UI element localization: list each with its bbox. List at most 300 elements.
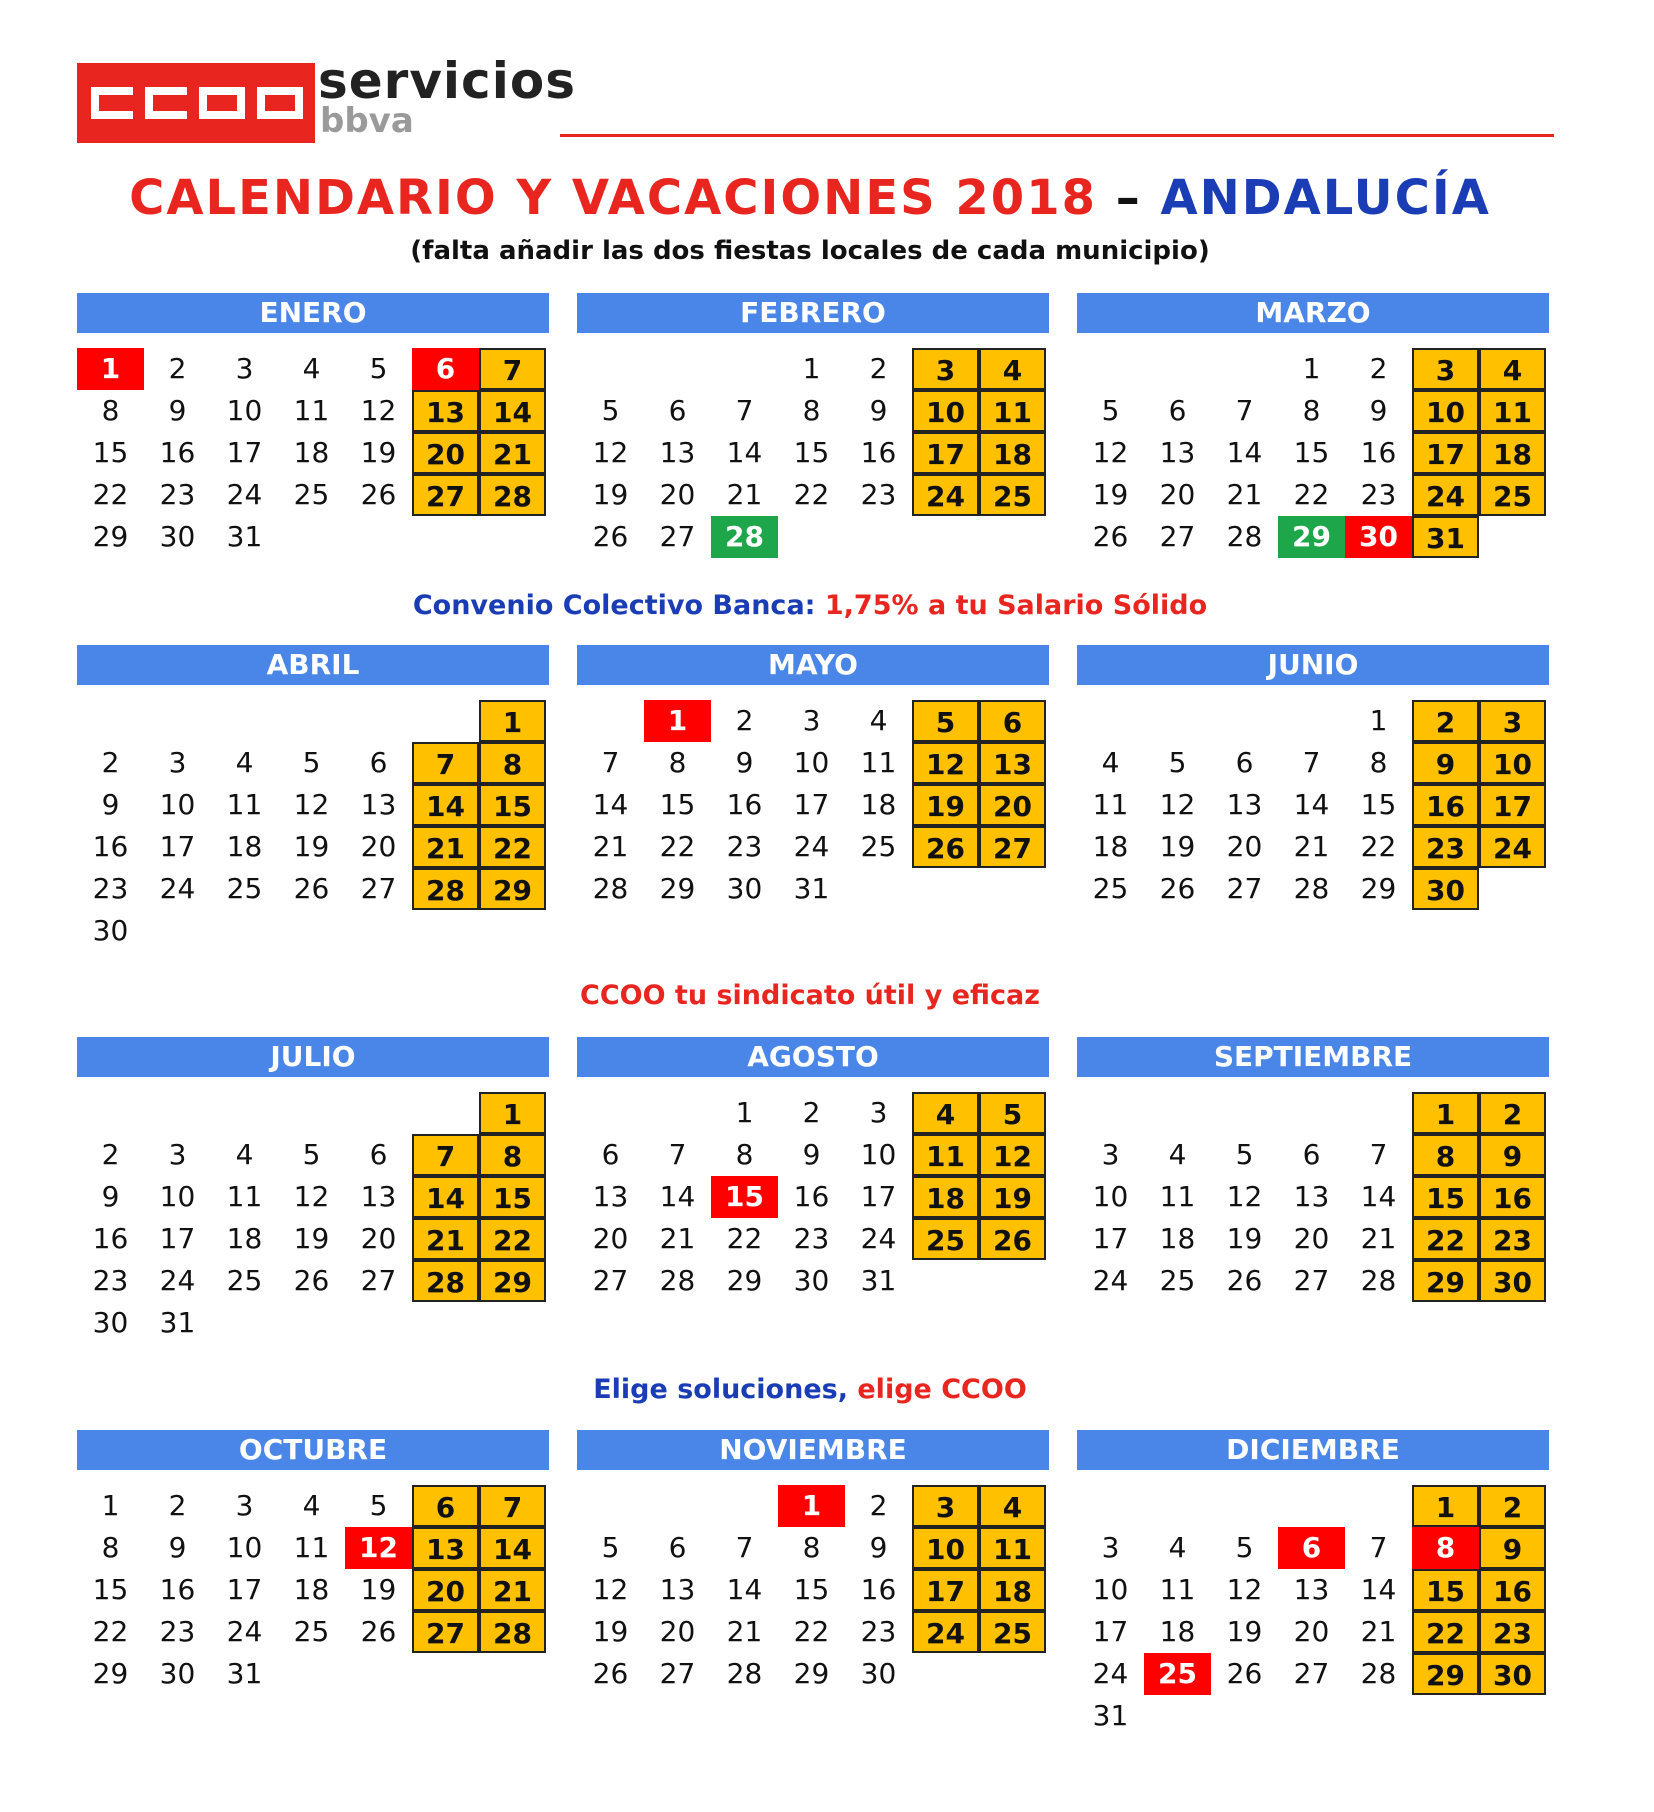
day-cell: 22	[479, 1218, 546, 1260]
day-cell: 25	[1144, 1653, 1211, 1695]
day-cell: 25	[1479, 474, 1546, 516]
month-marzo	[1077, 293, 1549, 608]
day-cell: 12	[592, 436, 629, 469]
day-cell: 18	[912, 1176, 979, 1218]
day-cell: 13	[412, 390, 479, 432]
day-cell: 27	[659, 1657, 696, 1690]
day-cell: 10	[226, 394, 263, 427]
day-cell: 19	[360, 436, 397, 469]
day-cell: 4	[235, 746, 254, 779]
day-cell: 16	[860, 1573, 897, 1606]
day-cell: 11	[293, 1531, 330, 1564]
day-cell: 16	[1412, 784, 1479, 826]
day-cell: 8	[1302, 394, 1321, 427]
slogan-convenio-part2: 1,75% a tu Salario Sólido	[824, 590, 1208, 621]
page-title	[0, 170, 1620, 226]
day-cell: 30	[726, 872, 763, 905]
day-cell: 24	[1412, 474, 1479, 516]
month-days	[577, 1485, 1049, 1745]
day-cell: 7	[668, 1138, 687, 1171]
title-dash: –	[1115, 170, 1142, 226]
day-cell: 23	[793, 1222, 830, 1255]
day-cell: 29	[726, 1264, 763, 1297]
day-cell: 13	[412, 1527, 479, 1569]
day-cell: 13	[1293, 1573, 1330, 1606]
day-cell: 24	[1092, 1657, 1129, 1690]
day-cell: 8	[1369, 746, 1388, 779]
day-cell: 3	[1101, 1531, 1120, 1564]
day-cell: 14	[412, 784, 479, 826]
day-cell: 28	[1226, 520, 1263, 553]
day-cell: 28	[1360, 1657, 1397, 1690]
day-cell: 14	[726, 1573, 763, 1606]
month-julio	[77, 1037, 549, 1352]
day-cell: 28	[592, 872, 629, 905]
day-cell: 27	[1226, 872, 1263, 905]
day-cell: 22	[793, 1615, 830, 1648]
day-cell: 19	[293, 1222, 330, 1255]
day-cell: 19	[1226, 1615, 1263, 1648]
day-cell: 12	[592, 1573, 629, 1606]
day-cell: 10	[1092, 1180, 1129, 1213]
day-cell: 24	[1479, 826, 1546, 868]
day-cell: 17	[1092, 1222, 1129, 1255]
day-cell: 29	[1412, 1260, 1479, 1302]
day-cell: 14	[726, 436, 763, 469]
slogan-elige-part1: Elige soluciones,	[593, 1374, 848, 1405]
month-header: JUNIO	[1077, 645, 1549, 685]
day-cell: 12	[1226, 1180, 1263, 1213]
ccoo-logo	[77, 63, 315, 143]
day-cell: 8	[1412, 1134, 1479, 1176]
day-cell: 18	[293, 1573, 330, 1606]
day-cell: 2	[1412, 700, 1479, 742]
day-cell: 8	[479, 742, 546, 784]
day-cell: 6	[668, 394, 687, 427]
month-header: OCTUBRE	[77, 1430, 549, 1470]
day-cell: 25	[1159, 1264, 1196, 1297]
day-cell: 10	[912, 390, 979, 432]
day-cell: 29	[1360, 872, 1397, 905]
day-cell: 28	[479, 474, 546, 516]
day-cell: 14	[592, 788, 629, 821]
day-cell: 26	[1159, 872, 1196, 905]
day-cell: 6	[1235, 746, 1254, 779]
day-cell: 5	[302, 1138, 321, 1171]
day-cell: 10	[1479, 742, 1546, 784]
day-cell: 5	[1235, 1531, 1254, 1564]
header-divider	[560, 134, 1554, 137]
day-cell: 20	[412, 432, 479, 474]
day-cell: 21	[412, 826, 479, 868]
day-cell: 12	[1159, 788, 1196, 821]
day-cell: 31	[226, 1657, 263, 1690]
day-cell: 1	[1412, 1485, 1479, 1527]
day-cell: 13	[360, 1180, 397, 1213]
day-cell: 22	[726, 1222, 763, 1255]
day-cell: 23	[92, 872, 129, 905]
day-cell: 1	[479, 700, 546, 742]
day-cell: 16	[159, 436, 196, 469]
day-cell: 16	[1479, 1176, 1546, 1218]
month-header: MARZO	[1077, 293, 1549, 333]
day-cell: 20	[360, 830, 397, 863]
day-cell: 2	[802, 1096, 821, 1129]
day-cell: 13	[360, 788, 397, 821]
day-cell: 14	[1360, 1573, 1397, 1606]
day-cell: 27	[1293, 1264, 1330, 1297]
day-cell: 18	[1159, 1615, 1196, 1648]
month-noviembre	[577, 1430, 1049, 1745]
day-cell: 28	[1360, 1264, 1397, 1297]
day-cell: 7	[601, 746, 620, 779]
day-cell: 5	[979, 1092, 1046, 1134]
day-cell: 2	[869, 352, 888, 385]
day-cell: 27	[979, 826, 1046, 868]
day-cell: 26	[360, 478, 397, 511]
day-cell: 20	[659, 1615, 696, 1648]
day-cell: 5	[369, 1489, 388, 1522]
month-days	[77, 700, 549, 960]
month-days	[1077, 348, 1549, 608]
day-cell: 19	[912, 784, 979, 826]
day-cell: 9	[1479, 1527, 1546, 1569]
month-days	[1077, 1092, 1549, 1352]
day-cell: 10	[1412, 390, 1479, 432]
day-cell: 2	[1369, 352, 1388, 385]
day-cell: 9	[1412, 742, 1479, 784]
day-cell: 7	[735, 394, 754, 427]
month-header: SEPTIEMBRE	[1077, 1037, 1549, 1077]
day-cell: 7	[735, 1531, 754, 1564]
day-cell: 30	[92, 914, 129, 947]
day-cell: 23	[726, 830, 763, 863]
day-cell: 3	[1412, 348, 1479, 390]
day-cell: 26	[592, 1657, 629, 1690]
day-cell: 12	[1226, 1573, 1263, 1606]
day-cell: 26	[1226, 1264, 1263, 1297]
day-cell: 25	[979, 1611, 1046, 1653]
month-days	[1077, 700, 1549, 960]
day-cell: 18	[860, 788, 897, 821]
day-cell: 23	[860, 478, 897, 511]
day-cell: 31	[159, 1306, 196, 1339]
day-cell: 12	[293, 788, 330, 821]
day-cell: 4	[1168, 1138, 1187, 1171]
day-cell: 28	[1293, 872, 1330, 905]
month-agosto	[577, 1037, 1049, 1352]
day-cell: 27	[1293, 1657, 1330, 1690]
month-mayo	[577, 645, 1049, 960]
day-cell: 7	[479, 1485, 546, 1527]
day-cell: 27	[412, 1611, 479, 1653]
day-cell: 12	[1092, 436, 1129, 469]
day-cell: 15	[1412, 1569, 1479, 1611]
day-cell: 6	[369, 1138, 388, 1171]
day-cell: 23	[1479, 1218, 1546, 1260]
day-cell: 31	[1092, 1699, 1129, 1732]
day-cell: 5	[601, 1531, 620, 1564]
day-cell: 9	[1479, 1134, 1546, 1176]
day-cell: 23	[1479, 1611, 1546, 1653]
day-cell: 2	[1479, 1092, 1546, 1134]
day-cell: 13	[592, 1180, 629, 1213]
day-cell: 23	[159, 478, 196, 511]
day-cell: 18	[1159, 1222, 1196, 1255]
day-cell: 23	[92, 1264, 129, 1297]
day-cell: 27	[360, 872, 397, 905]
day-cell: 8	[479, 1134, 546, 1176]
day-cell: 17	[159, 830, 196, 863]
day-cell: 29	[1278, 516, 1345, 558]
day-cell: 1	[735, 1096, 754, 1129]
day-cell: 22	[479, 826, 546, 868]
day-cell: 24	[860, 1222, 897, 1255]
day-cell: 21	[412, 1218, 479, 1260]
day-cell: 17	[793, 788, 830, 821]
day-cell: 18	[226, 830, 263, 863]
day-cell: 8	[668, 746, 687, 779]
day-cell: 19	[1226, 1222, 1263, 1255]
day-cell: 2	[735, 704, 754, 737]
day-cell: 13	[659, 436, 696, 469]
day-cell: 25	[860, 830, 897, 863]
day-cell: 2	[168, 1489, 187, 1522]
day-cell: 30	[793, 1264, 830, 1297]
day-cell: 9	[735, 746, 754, 779]
slogan-sindicato	[0, 980, 1620, 1011]
day-cell: 9	[869, 394, 888, 427]
day-cell: 26	[1092, 520, 1129, 553]
day-cell: 11	[293, 394, 330, 427]
day-cell: 13	[979, 742, 1046, 784]
day-cell: 16	[860, 436, 897, 469]
day-cell: 3	[912, 1485, 979, 1527]
month-enero	[77, 293, 549, 608]
day-cell: 21	[726, 478, 763, 511]
day-cell: 21	[726, 1615, 763, 1648]
day-cell: 27	[1159, 520, 1196, 553]
day-cell: 23	[1412, 826, 1479, 868]
day-cell: 26	[1226, 1657, 1263, 1690]
month-header: ABRIL	[77, 645, 549, 685]
day-cell: 2	[101, 1138, 120, 1171]
day-cell: 11	[226, 788, 263, 821]
day-cell: 19	[592, 478, 629, 511]
day-cell: 5	[1101, 394, 1120, 427]
day-cell: 4	[1101, 746, 1120, 779]
day-cell: 20	[1293, 1615, 1330, 1648]
month-header: MAYO	[577, 645, 1049, 685]
day-cell: 4	[1479, 348, 1546, 390]
day-cell: 6	[979, 700, 1046, 742]
day-cell: 29	[793, 1657, 830, 1690]
day-cell: 16	[92, 830, 129, 863]
day-cell: 23	[159, 1615, 196, 1648]
day-cell: 6	[412, 348, 479, 390]
day-cell: 24	[1092, 1264, 1129, 1297]
day-cell: 28	[726, 1657, 763, 1690]
day-cell: 12	[293, 1180, 330, 1213]
day-cell: 22	[92, 478, 129, 511]
month-header: FEBRERO	[577, 293, 1049, 333]
day-cell: 20	[360, 1222, 397, 1255]
month-days	[577, 700, 1049, 960]
brand-name: servicios	[318, 52, 576, 110]
day-cell: 28	[479, 1611, 546, 1653]
day-cell: 25	[226, 872, 263, 905]
day-cell: 8	[735, 1138, 754, 1171]
day-cell: 1	[1302, 352, 1321, 385]
day-cell: 3	[235, 1489, 254, 1522]
day-cell: 3	[1101, 1138, 1120, 1171]
day-cell: 17	[1479, 784, 1546, 826]
brand-sub: bbva	[320, 101, 414, 141]
day-cell: 23	[860, 1615, 897, 1648]
day-cell: 18	[293, 436, 330, 469]
day-cell: 18	[1092, 830, 1129, 863]
day-cell: 17	[912, 432, 979, 474]
day-cell: 25	[979, 474, 1046, 516]
day-cell: 18	[979, 432, 1046, 474]
day-cell: 2	[1479, 1485, 1546, 1527]
day-cell: 9	[1369, 394, 1388, 427]
day-cell: 7	[412, 1134, 479, 1176]
day-cell: 22	[659, 830, 696, 863]
month-days	[577, 348, 1049, 608]
day-cell: 7	[1369, 1138, 1388, 1171]
month-septiembre	[1077, 1037, 1549, 1352]
day-cell: 29	[659, 872, 696, 905]
day-cell: 22	[1293, 478, 1330, 511]
day-cell: 7	[1369, 1531, 1388, 1564]
day-cell: 1	[1412, 1092, 1479, 1134]
month-header: ENERO	[77, 293, 549, 333]
day-cell: 10	[159, 1180, 196, 1213]
day-cell: 15	[793, 436, 830, 469]
day-cell: 10	[793, 746, 830, 779]
day-cell: 2	[168, 352, 187, 385]
day-cell: 29	[92, 520, 129, 553]
day-cell: 30	[1412, 868, 1479, 910]
day-cell: 9	[802, 1138, 821, 1171]
day-cell: 5	[1168, 746, 1187, 779]
day-cell: 21	[592, 830, 629, 863]
day-cell: 25	[912, 1218, 979, 1260]
day-cell: 22	[1360, 830, 1397, 863]
slogan-elige	[0, 1374, 1620, 1405]
day-cell: 5	[369, 352, 388, 385]
day-cell: 28	[711, 516, 778, 558]
month-days	[1077, 1485, 1549, 1745]
day-cell: 3	[168, 746, 187, 779]
day-cell: 20	[1226, 830, 1263, 863]
day-cell: 4	[302, 352, 321, 385]
day-cell: 13	[1226, 788, 1263, 821]
day-cell: 10	[159, 788, 196, 821]
day-cell: 3	[912, 348, 979, 390]
day-cell: 8	[101, 394, 120, 427]
day-cell: 4	[869, 704, 888, 737]
day-cell: 11	[860, 746, 897, 779]
day-cell: 17	[226, 436, 263, 469]
day-cell: 8	[802, 1531, 821, 1564]
day-cell: 4	[979, 348, 1046, 390]
day-cell: 6	[1168, 394, 1187, 427]
day-cell: 14	[659, 1180, 696, 1213]
day-cell: 21	[1226, 478, 1263, 511]
day-cell: 9	[101, 1180, 120, 1213]
day-cell: 4	[1168, 1531, 1187, 1564]
day-cell: 5	[912, 700, 979, 742]
day-cell: 16	[1360, 436, 1397, 469]
month-days	[77, 1092, 549, 1352]
month-febrero	[577, 293, 1049, 608]
day-cell: 7	[479, 348, 546, 390]
day-cell: 11	[1479, 390, 1546, 432]
day-cell: 10	[1092, 1573, 1129, 1606]
day-cell: 27	[360, 1264, 397, 1297]
day-cell: 1	[802, 352, 821, 385]
day-cell: 20	[1293, 1222, 1330, 1255]
slogan-convenio-part1: Convenio Colectivo Banca:	[412, 590, 816, 621]
day-cell: 2	[869, 1489, 888, 1522]
day-cell: 15	[92, 1573, 129, 1606]
day-cell: 9	[101, 788, 120, 821]
month-header: NOVIEMBRE	[577, 1430, 1049, 1470]
day-cell: 16	[159, 1573, 196, 1606]
day-cell: 17	[226, 1573, 263, 1606]
day-cell: 22	[793, 478, 830, 511]
day-cell: 16	[726, 788, 763, 821]
day-cell: 13	[1159, 436, 1196, 469]
title-red: CALENDARIO Y VACACIONES 2018	[129, 170, 1097, 226]
day-cell: 15	[1360, 788, 1397, 821]
month-header: AGOSTO	[577, 1037, 1049, 1077]
day-cell: 15	[1412, 1176, 1479, 1218]
day-cell: 30	[1479, 1653, 1546, 1695]
day-cell: 25	[226, 1264, 263, 1297]
day-cell: 15	[479, 784, 546, 826]
day-cell: 6	[1302, 1138, 1321, 1171]
slogan-sindicato-text: CCOO tu sindicato útil y eficaz	[580, 980, 1040, 1011]
day-cell: 17	[1092, 1615, 1129, 1648]
day-cell: 26	[592, 520, 629, 553]
day-cell: 31	[226, 520, 263, 553]
day-cell: 12	[912, 742, 979, 784]
slogan-elige-part2: elige CCOO	[857, 1374, 1027, 1405]
day-cell: 6	[601, 1138, 620, 1171]
day-cell: 10	[860, 1138, 897, 1171]
day-cell: 18	[1479, 432, 1546, 474]
day-cell: 14	[1293, 788, 1330, 821]
day-cell: 30	[1345, 516, 1412, 558]
day-cell: 24	[226, 478, 263, 511]
day-cell: 29	[479, 868, 546, 910]
day-cell: 1	[77, 348, 144, 390]
day-cell: 20	[1159, 478, 1196, 511]
day-cell: 15	[92, 436, 129, 469]
day-cell: 1	[1369, 704, 1388, 737]
day-cell: 5	[302, 746, 321, 779]
day-cell: 17	[159, 1222, 196, 1255]
day-cell: 8	[802, 394, 821, 427]
day-cell: 21	[1293, 830, 1330, 863]
day-cell: 17	[1412, 432, 1479, 474]
day-cell: 11	[1092, 788, 1129, 821]
day-cell: 21	[1360, 1615, 1397, 1648]
day-cell: 26	[293, 872, 330, 905]
